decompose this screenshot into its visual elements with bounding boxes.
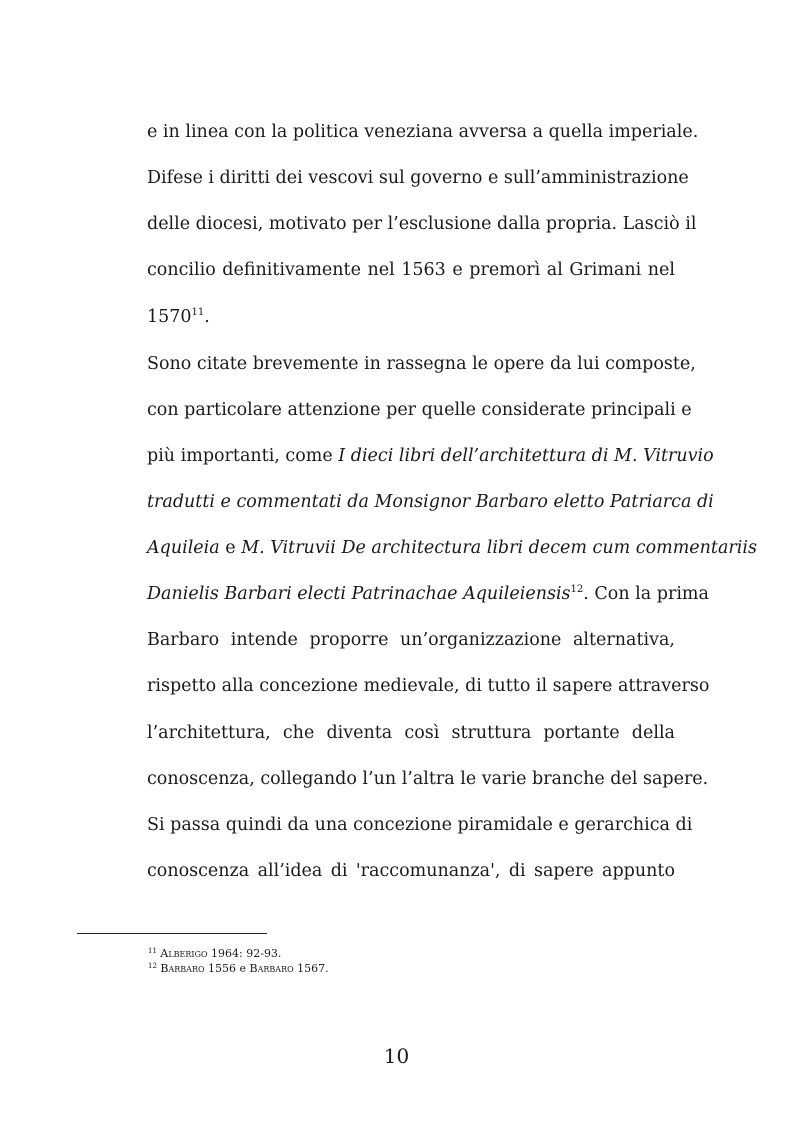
book-title: I dieci libri dell’architettura di M. Vitruvio xyxy=(338,446,714,466)
text-line: 1570$^{11}$. xyxy=(147,307,210,327)
footnote-reference[interactable]: 12 xyxy=(570,584,584,595)
text-line: conoscenza all’idea di 'raccomunanza', di sapere appunto xyxy=(147,861,675,881)
footnote: $^{11}$ Alberigo 1964: 92-93. xyxy=(148,947,282,960)
text-line: più importanti, come I dieci libri dell’architettura di M. Vitruvio xyxy=(147,446,714,466)
book-title: M. Vitruvii De architectura libri decem cum commentariis xyxy=(241,538,757,558)
text-line: Difese i diritti dei vescovi sul governo e sull’amministrazione xyxy=(147,168,689,188)
text-line: rispetto alla concezione medievale, di tutto il sapere attraverso xyxy=(147,676,710,696)
text-line: Sono citate brevemente in rassegna le opere da lui composte, xyxy=(147,354,696,374)
text-line: con particolare attenzione per quelle considerate principali e xyxy=(147,400,692,420)
text-line: Danielis Barbari electi Patrinachae Aquileiensis$^{12}$. Con la prima xyxy=(147,584,709,604)
text-line: Si passa quindi da una concezione piramidale e gerarchica di xyxy=(147,815,693,835)
footnote-reference[interactable]: 11 xyxy=(191,307,205,318)
text-line: conoscenza, collegando l’un l’altra le varie branche del sapere. xyxy=(147,769,709,789)
text-line: Barbaro intende proporre un’organizzazione alternativa, xyxy=(147,630,675,650)
text-line: concilio definitivamente nel 1563 e premorì al Grimani nel xyxy=(147,260,675,280)
text-line: Aquileia e M. Vitruvii De architectura libri decem cum commentariis xyxy=(147,538,757,558)
text-line: l’architettura, che diventa così struttura portante della xyxy=(147,723,675,743)
text-line: e in linea con la politica veneziana avversa a quella imperiale. xyxy=(147,122,699,142)
footnote-divider xyxy=(77,933,267,934)
text-line: delle diocesi, motivato per l’esclusione dalla propria. Lasciò il xyxy=(147,214,697,234)
text-line: tradutti e commentati da Monsignor Barbaro eletto Patriarca di xyxy=(147,492,714,512)
footnote: $^{12}$ Barbaro 1556 e Barbaro 1567. xyxy=(148,962,329,975)
page-number: 10 xyxy=(383,1044,410,1068)
